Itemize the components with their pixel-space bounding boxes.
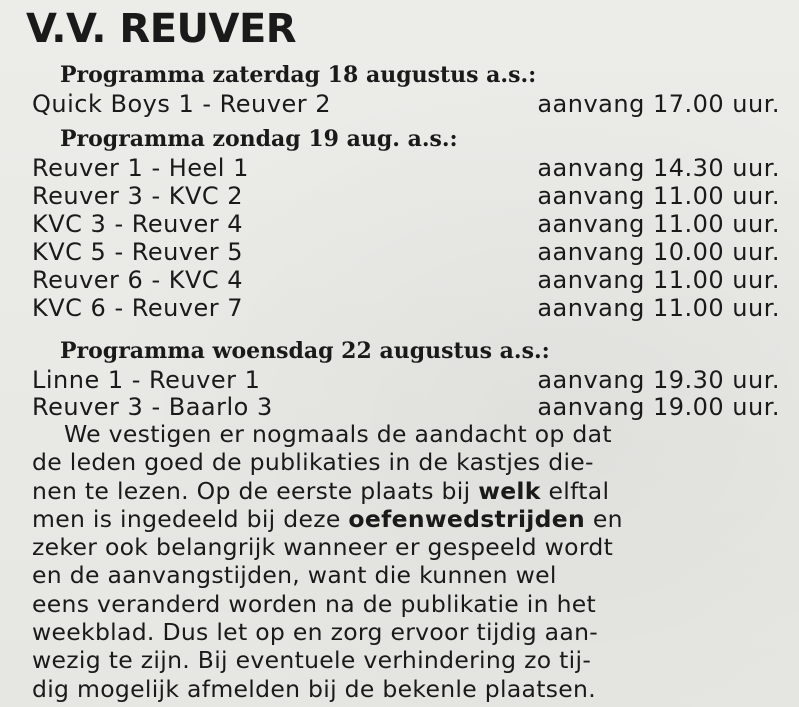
match-row: [32, 210, 780, 238]
notice-text: nen te lezen. Op de eerste plaats bij: [32, 476, 479, 505]
notice-emphasis: welk: [478, 476, 541, 505]
match-time: aanvang 11.00 uur.: [537, 266, 780, 294]
notice-text: en: [585, 504, 623, 533]
match-row: [32, 238, 780, 266]
match-time: aanvang 11.00 uur.: [537, 294, 780, 322]
match-time: aanvang 11.00 uur.: [537, 182, 780, 210]
notice-line: zeker ook belangrijk wanneer er gespeeld wordt: [32, 533, 614, 562]
match-teams: KVC 3 - Reuver 4: [32, 210, 244, 238]
notice-line: en de aanvangstijden, want die kunnen wel: [32, 561, 557, 590]
match-time: aanvang 19.30 uur.: [537, 366, 780, 394]
match-time: aanvang 14.30 uur.: [537, 154, 780, 182]
section-heading-wednesday: Programma woensdag 22 augustus a.s.:: [60, 338, 550, 364]
section-heading-saturday: Programma zaterdag 18 augustus a.s.:: [60, 62, 537, 88]
match-time: aanvang 19.00 uur.: [537, 393, 780, 421]
match-teams: Reuver 6 - KVC 4: [32, 266, 244, 294]
match-teams: Reuver 3 - KVC 2: [32, 182, 244, 210]
match-teams: Quick Boys 1 - Reuver 2: [32, 90, 331, 118]
match-row: [32, 182, 780, 210]
notice-line: [32, 505, 784, 533]
match-row: [32, 294, 780, 322]
match-teams: KVC 6 - Reuver 7: [32, 294, 244, 322]
notice-line: We vestigen er nogmaals de aandacht op dat: [64, 420, 612, 448]
match-row: [32, 90, 780, 118]
notice-line: eens veranderd worden na de publikatie in het: [32, 589, 597, 618]
club-title: V.V. REUVER: [26, 6, 297, 52]
match-time: aanvang 10.00 uur.: [537, 238, 780, 266]
match-time: aanvang 17.00 uur.: [537, 90, 780, 118]
notice-text: elftal: [540, 476, 610, 505]
notice-emphasis: oefenwedstrijden: [348, 504, 586, 533]
match-teams: Reuver 3 - Baarlo 3: [32, 393, 273, 421]
notice-paragraph: [32, 420, 784, 703]
notice-line: wezig te zijn. Bij eventuele verhindering zo tij-: [32, 646, 592, 675]
match-row: [32, 266, 780, 294]
match-teams: Linne 1 - Reuver 1: [32, 366, 261, 394]
match-row: [32, 393, 780, 421]
notice-line: dig mogelijk afmelden bij de bekenle plaatsen.: [32, 674, 597, 703]
match-row: [32, 366, 780, 394]
section-heading-sunday: Programma zondag 19 aug. a.s.:: [60, 126, 458, 152]
notice-line: de leden goed de publikaties in de kastjes die-: [32, 448, 594, 477]
match-time: aanvang 11.00 uur.: [537, 210, 780, 238]
match-teams: KVC 5 - Reuver 5: [32, 238, 244, 266]
notice-line: [32, 477, 784, 505]
notice-line: weekblad. Dus let op en zorg ervoor tijdig aan-: [32, 618, 599, 647]
notice-text: men is ingedeeld bij deze: [32, 504, 349, 533]
match-teams: Reuver 1 - Heel 1: [32, 154, 249, 182]
match-row: [32, 154, 780, 182]
